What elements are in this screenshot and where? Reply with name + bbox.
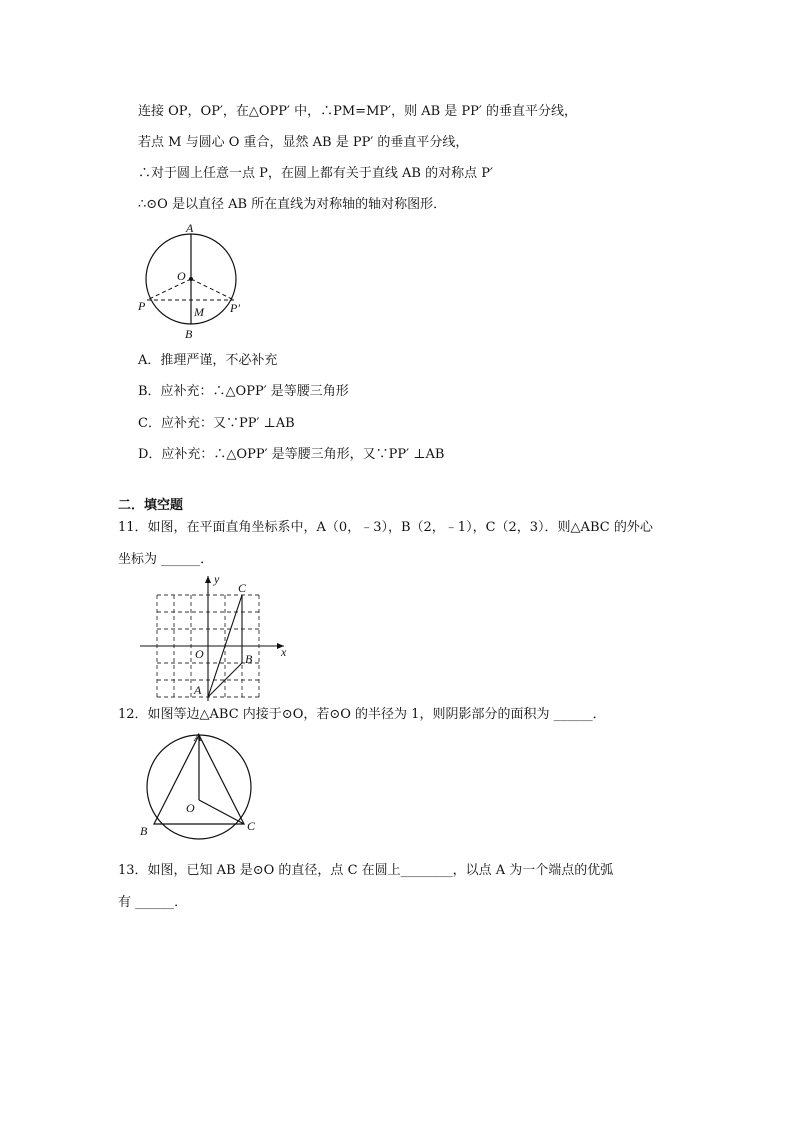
label-a: A — [194, 683, 202, 697]
proof-line-2: 若点 M 与圆心 O 重合，显然 AB 是 PP′ 的垂直平分线， — [138, 135, 469, 150]
proof-line-1: 连接 OP，OP′，在△OPP′ 中，∴PM=MP′，则 AB 是 PP′ 的垂直平分线， — [138, 104, 578, 119]
label-a: A — [186, 221, 194, 235]
label-o: O — [186, 801, 195, 815]
q13-line-2: 有 ______． — [118, 895, 188, 910]
option-b: B．应补充：∴△OPP′ 是等腰三角形 — [138, 384, 349, 399]
label-o: O — [177, 269, 186, 283]
coordinate-grid-figure — [138, 572, 298, 704]
q11-line-1: 11．如图，在平面直角坐标系中，A（0，﹣3），B（2，﹣1），C（2，3）．则△ABC 的外心 — [118, 520, 653, 535]
label-y: y — [214, 572, 220, 586]
label-x: x — [281, 645, 287, 659]
section-title: 二．填空题 — [118, 498, 184, 513]
label-c: C — [247, 819, 256, 833]
q12-text: 12．如图等边△ABC 内接于⊙O，若⊙O 的半径为 1，则阴影部分的面积为 ______． — [118, 707, 606, 722]
q11-line-2: 坐标为 ______． — [118, 552, 214, 567]
inscribed-triangle-figure — [134, 728, 270, 846]
proof-line-3: ∴对于圆上任意一点 P，在圆上都有关于直线 AB 的对称点 P′ — [138, 166, 493, 181]
label-a: A — [194, 730, 202, 744]
option-a: A．推理严谨，不必补充 — [138, 353, 278, 368]
q13-line-1: 13．如图，已知 AB 是⊙O 的直径，点 C 在圆上________，以点 A 为一个端点的优弧 — [118, 863, 614, 878]
label-m: M — [194, 305, 204, 319]
label-c: C — [238, 581, 247, 595]
segment-op-prime — [191, 279, 234, 300]
option-d: D．应补充：∴△OPP′ 是等腰三角形，又∵PP′ ⊥AB — [138, 447, 445, 462]
label-p-prime: P′ — [230, 301, 240, 315]
label-b: B — [140, 824, 148, 838]
label-b: B — [185, 327, 193, 341]
option-c: C．应补充：又∵PP′ ⊥AB — [138, 416, 295, 431]
proof-line-4: ∴⊙O 是以直径 AB 所在直线为对称轴的轴对称图形． — [138, 197, 447, 212]
circle-symmetry-figure — [130, 220, 260, 345]
label-p: P — [138, 299, 146, 313]
y-axis-arrow — [205, 576, 211, 583]
segment-oc — [199, 800, 244, 824]
center-dot — [189, 277, 193, 281]
label-o: O — [195, 647, 204, 661]
label-b: B — [245, 652, 253, 666]
